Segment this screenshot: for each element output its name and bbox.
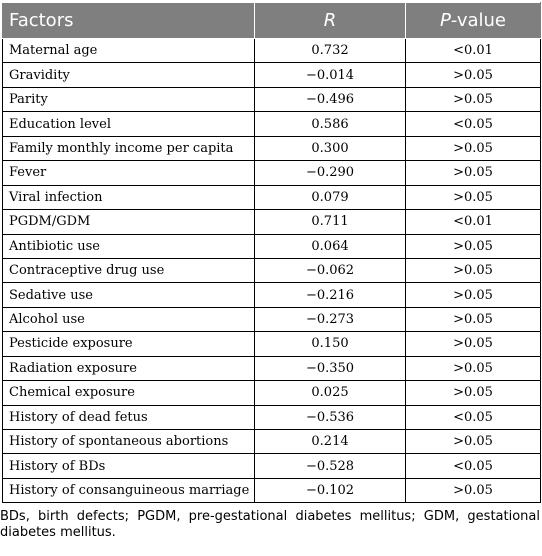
p-value-cell: <0.01 xyxy=(406,39,541,63)
r-value-cell: 0.064 xyxy=(255,234,406,258)
factor-cell: Family monthly income per capita xyxy=(3,136,255,160)
p-value-cell: >0.05 xyxy=(406,381,541,405)
p-value-cell: >0.05 xyxy=(406,332,541,356)
r-value-cell: −0.216 xyxy=(255,283,406,307)
factor-cell: PGDM/GDM xyxy=(3,210,255,234)
p-value-cell: >0.05 xyxy=(406,478,541,502)
factor-cell: Antibiotic use xyxy=(3,234,255,258)
factor-cell: History of dead fetus xyxy=(3,405,255,429)
r-value-cell: −0.290 xyxy=(255,161,406,185)
factor-cell: Chemical exposure xyxy=(3,381,255,405)
factor-cell: Viral infection xyxy=(3,185,255,209)
table-row xyxy=(3,405,541,429)
table-body xyxy=(3,39,541,503)
r-value-cell: −0.536 xyxy=(255,405,406,429)
r-value-cell: 0.732 xyxy=(255,39,406,63)
p-value-cell: <0.05 xyxy=(406,405,541,429)
p-value-cell: >0.05 xyxy=(406,258,541,282)
factors-table xyxy=(2,2,541,503)
factor-cell: Gravidity xyxy=(3,63,255,87)
p-value-cell: >0.05 xyxy=(406,430,541,454)
factor-cell: Parity xyxy=(3,87,255,111)
r-value-cell: 0.214 xyxy=(255,430,406,454)
factor-cell: History of consanguineous marriage xyxy=(3,478,255,502)
factor-cell: Alcohol use xyxy=(3,307,255,331)
table-row xyxy=(3,136,541,160)
table-row xyxy=(3,454,541,478)
factor-cell: Radiation exposure xyxy=(3,356,255,380)
factor-cell: Fever xyxy=(3,161,255,185)
header-p-value xyxy=(406,3,541,39)
table-row xyxy=(3,112,541,136)
p-value-cell: <0.05 xyxy=(406,112,541,136)
factor-cell: Contraceptive drug use xyxy=(3,258,255,282)
table-row xyxy=(3,210,541,234)
table-row xyxy=(3,381,541,405)
r-value-cell: −0.102 xyxy=(255,478,406,502)
factor-cell: Maternal age xyxy=(3,39,255,63)
factor-cell: Education level xyxy=(3,112,255,136)
table-row xyxy=(3,332,541,356)
table-row xyxy=(3,283,541,307)
p-value-cell: >0.05 xyxy=(406,63,541,87)
factor-cell: Sedative use xyxy=(3,283,255,307)
header-factors: Factors xyxy=(3,3,255,39)
table-row xyxy=(3,307,541,331)
table-row xyxy=(3,258,541,282)
p-value-cell: >0.05 xyxy=(406,234,541,258)
table-row xyxy=(3,185,541,209)
p-value-cell: >0.05 xyxy=(406,356,541,380)
table-row xyxy=(3,87,541,111)
table-row xyxy=(3,234,541,258)
header-p-italic: P xyxy=(439,10,451,31)
header-r xyxy=(255,3,406,39)
p-value-cell: >0.05 xyxy=(406,161,541,185)
table-row xyxy=(3,161,541,185)
table-footnote: BDs, birth defects; PGDM, pre-gestational diabetes mellitus; GDM, gestational diabetes mellitus. xyxy=(0,509,540,540)
table-row xyxy=(3,39,541,63)
p-value-cell: <0.05 xyxy=(406,454,541,478)
r-value-cell: 0.079 xyxy=(255,185,406,209)
table-row xyxy=(3,430,541,454)
r-value-cell: −0.528 xyxy=(255,454,406,478)
p-value-cell: >0.05 xyxy=(406,307,541,331)
r-value-cell: −0.496 xyxy=(255,87,406,111)
p-value-cell: >0.05 xyxy=(406,283,541,307)
r-value-cell: 0.025 xyxy=(255,381,406,405)
table-row xyxy=(3,356,541,380)
header-p-suffix: -value xyxy=(450,10,507,31)
r-value-cell: −0.273 xyxy=(255,307,406,331)
factors-table-container xyxy=(2,2,540,503)
table-row xyxy=(3,478,541,502)
p-value-cell: >0.05 xyxy=(406,136,541,160)
p-value-cell: >0.05 xyxy=(406,87,541,111)
r-value-cell: −0.014 xyxy=(255,63,406,87)
factor-cell: Pesticide exposure xyxy=(3,332,255,356)
p-value-cell: >0.05 xyxy=(406,185,541,209)
header-r-label: R xyxy=(323,10,337,31)
table-row xyxy=(3,63,541,87)
r-value-cell: 0.586 xyxy=(255,112,406,136)
table-header-row xyxy=(3,3,541,39)
r-value-cell: 0.711 xyxy=(255,210,406,234)
factor-cell: History of spontaneous abortions xyxy=(3,430,255,454)
factor-cell: History of BDs xyxy=(3,454,255,478)
r-value-cell: −0.062 xyxy=(255,258,406,282)
p-value-cell: <0.01 xyxy=(406,210,541,234)
r-value-cell: −0.350 xyxy=(255,356,406,380)
r-value-cell: 0.150 xyxy=(255,332,406,356)
r-value-cell: 0.300 xyxy=(255,136,406,160)
